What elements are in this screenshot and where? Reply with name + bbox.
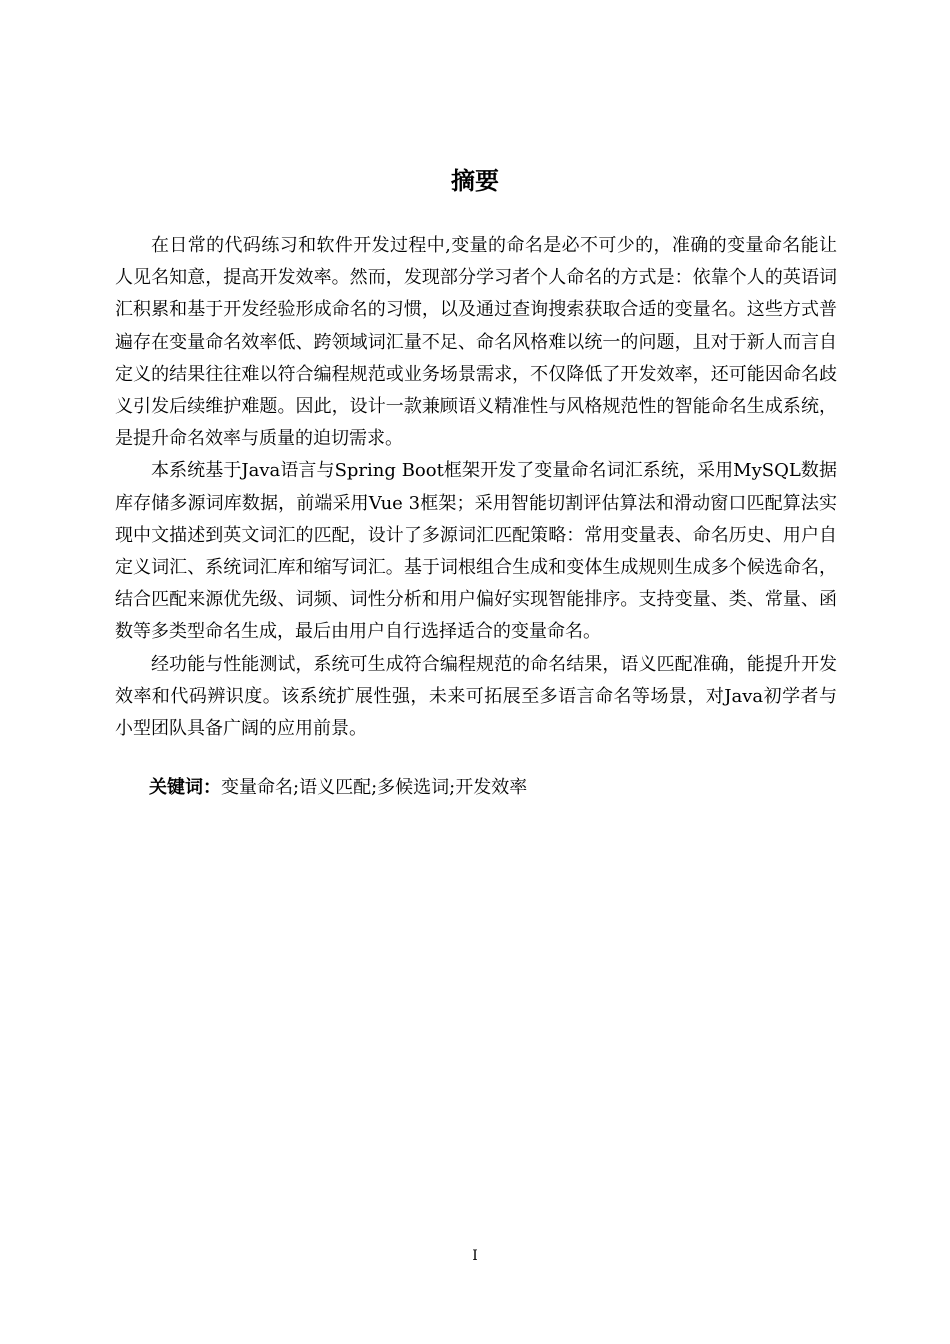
page-number: I	[472, 1248, 478, 1264]
page-title: 摘要	[451, 167, 499, 195]
keywords-line	[149, 772, 849, 804]
keywords-value: 变量命名;语义匹配;多候选词;开发效率	[221, 777, 528, 798]
abstract-paragraph-2: 本系统基于Java语言与Spring Boot框架开发了变量命名词汇系统，采用MySQL数据库存储多源词库数据，前端采用Vue 3框架；采用智能切割评估算法和滑动窗口匹配算法实现中文描述到英文词汇的匹配，设计了多源词汇匹配策略：常用变量表、命名历史、用户自定义词汇、系统词汇库和缩写词汇。基于词根组合生成和变体生成规则生成多个候选命名，结合匹配来源优先级、词频、词性分析和用户偏好实现智能排序。支持变量、类、常量、函数等多类型命名生成，最后由用户自行选择适合的变量命名。	[115, 460, 837, 643]
abstract-body	[115, 230, 837, 745]
keywords-label: 关键词：	[149, 777, 221, 798]
abstract-paragraph-3: 经功能与性能测试，系统可生成符合编程规范的命名结果，语义匹配准确，能提升开发效率和代码辨识度。该系统扩展性强，未来可拓展至多语言命名等场景，对Java初学者与小型团队具备广阔的应用前景。	[115, 653, 837, 740]
abstract-paragraph-1: 在日常的代码练习和软件开发过程中,变量的命名是必不可少的，准确的变量命名能让人见名知意，提高开发效率。然而，发现部分学习者个人命名的方式是：依靠个人的英语词汇积累和基于开发经验形成命名的习惯，以及通过查询搜索获取合适的变量名。这些方式普遍存在变量命名效率低、跨领域词汇量不足、命名风格难以统一的问题，且对于新人而言自定义的结果往往难以符合编程规范或业务场景需求，不仅降低了开发效率，还可能因命名歧义引发后续维护难题。因此，设计一款兼顾语义精准性与风格规范性的智能命名生成系统，是提升命名效率与质量的迫切需求。	[115, 235, 837, 450]
